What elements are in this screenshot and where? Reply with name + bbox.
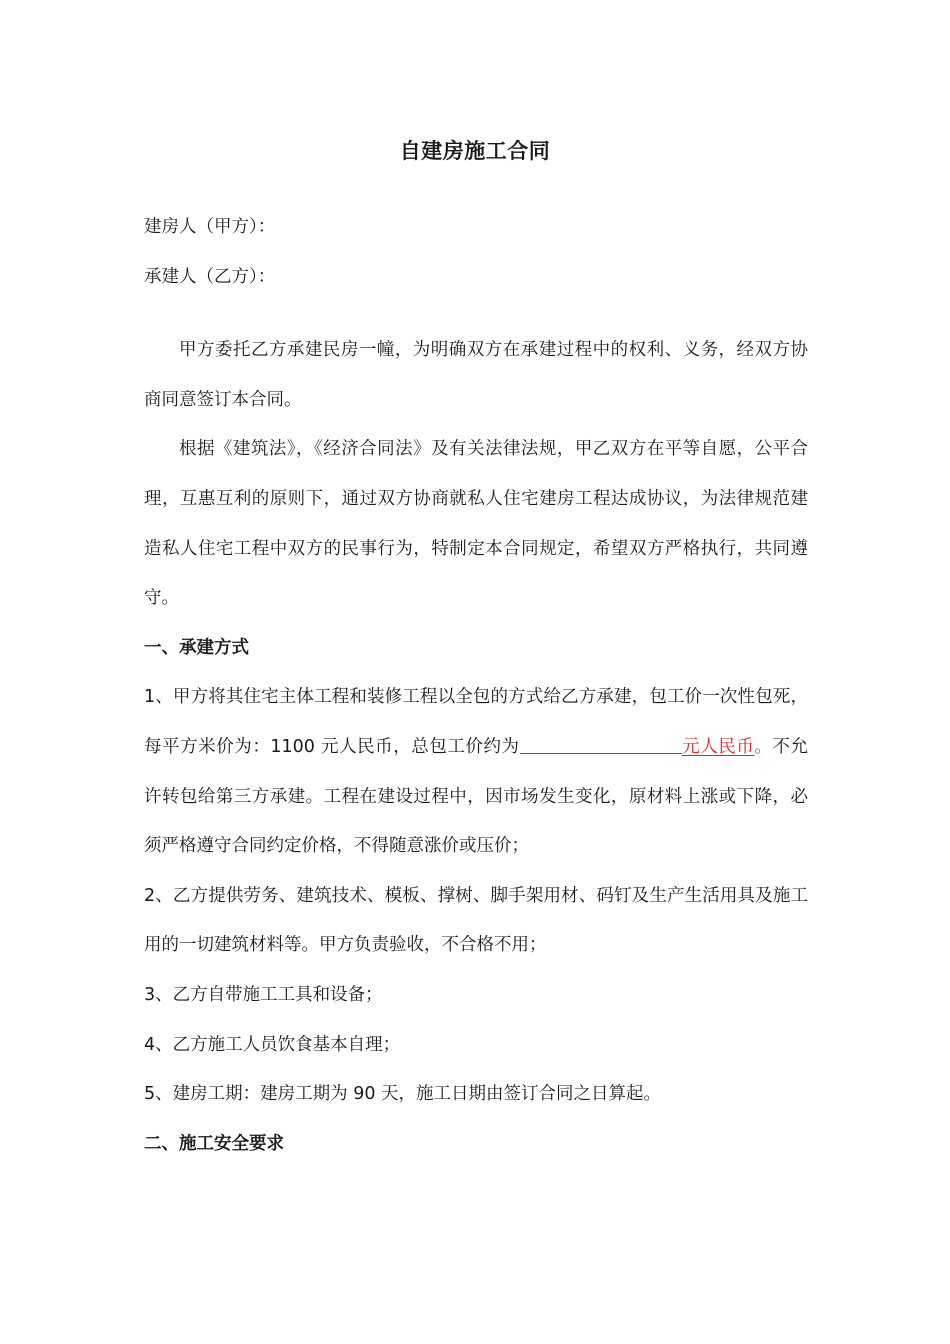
document-title: 自建房施工合同 <box>399 139 551 163</box>
document-body <box>144 203 808 1169</box>
total-price-blank <box>520 735 682 754</box>
item-1-period: 。 <box>754 736 773 757</box>
section-1-heading: 一、承建方式 <box>144 637 249 658</box>
section-1-item-4: 4、乙方施工人员饮食基本自理； <box>144 1034 401 1055</box>
item-1-text-b: 不允许转包给第三方承建。工程在建设过程中，因市场发生变化，原材料上涨或下降，必须严格遵守合同约定价格，不得随意涨价或压价； <box>144 736 809 857</box>
section-1-item-2: 2、乙方提供劳务、建筑技术、模板、撑树、脚手架用材、码钉及生产生活用具及施工用的一切建筑材料等。甲方负责验收，不合格不用； <box>144 885 808 956</box>
section-2-heading: 二、施工安全要求 <box>144 1133 284 1154</box>
intro-paragraph-1: 甲方委托乙方承建民房一幢，为明确双方在承建过程中的权利、义务，经双方协商同意签订本合同。 <box>144 340 808 410</box>
item-1-unit: 元人民币 <box>681 736 755 757</box>
section-1-item-5: 5、建房工期：建房工期为 90 天，施工日期由签订合同之日算起。 <box>144 1084 662 1105</box>
party-a-line: 建房人（甲方）： <box>144 217 276 237</box>
item-1-text-a: 1、甲方将其住宅主体工程和装修工程以全包的方式给乙方承建，包工价一次性包死，每平方米价为：1100 元人民币，总包工价约为 <box>144 687 808 757</box>
intro-paragraph-2: 根据《建筑法》，《经济合同法》及有关法律法规，甲乙双方在平等自愿，公平合理，互惠互利的原则下，通过双方协商就私人住宅建房工程达成协议，为法律规范建造私人住宅工程中双方的民事行为，特制定本合同规定，希望双方严格执行，共同遵守。 <box>144 439 808 609</box>
section-1-item-3: 3、乙方自带施工工具和设备； <box>144 984 383 1005</box>
section-1-item-1 <box>144 673 808 871</box>
party-b-line: 承建人（乙方）： <box>144 266 276 287</box>
